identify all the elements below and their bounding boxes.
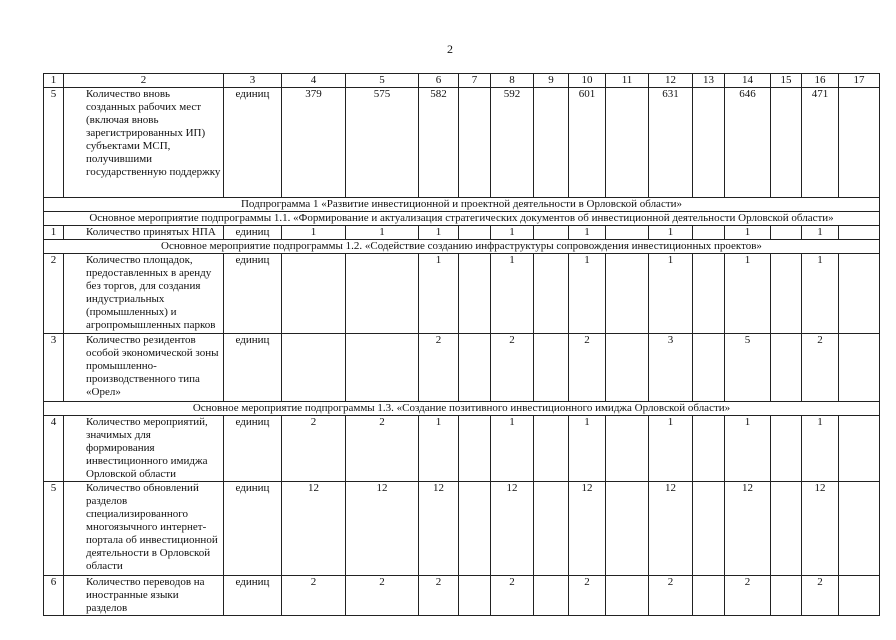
header-cell: 12 <box>649 74 693 88</box>
value-cell: 2 <box>491 576 534 616</box>
value-cell: 2 <box>725 576 771 616</box>
value-cell: 1 <box>491 226 534 240</box>
section-heading-row <box>44 240 880 254</box>
value-cell: 12 <box>569 482 606 576</box>
value-cell: 1 <box>282 226 346 240</box>
value-cell <box>839 254 880 334</box>
unit-cell: единиц <box>224 88 282 198</box>
value-cell <box>459 254 491 334</box>
value-cell: 3 <box>649 334 693 402</box>
indicator-name-cell: Количество переводов на иностранные языки разделов <box>64 576 224 616</box>
value-cell <box>346 254 419 334</box>
value-cell <box>534 254 569 334</box>
header-cell: 7 <box>459 74 491 88</box>
value-cell: 5 <box>725 334 771 402</box>
value-cell: 1 <box>725 416 771 482</box>
unit-cell: единиц <box>224 482 282 576</box>
value-cell <box>839 334 880 402</box>
value-cell: 582 <box>419 88 459 198</box>
value-cell: 1 <box>569 254 606 334</box>
value-cell <box>606 88 649 198</box>
value-cell: 2 <box>569 576 606 616</box>
value-cell: 2 <box>419 334 459 402</box>
value-cell <box>459 226 491 240</box>
value-cell <box>282 334 346 402</box>
value-cell: 1 <box>725 254 771 334</box>
header-cell: 16 <box>802 74 839 88</box>
value-cell <box>839 226 880 240</box>
value-cell: 1 <box>419 226 459 240</box>
table-body <box>44 74 880 616</box>
header-cell: 8 <box>491 74 534 88</box>
value-cell: 2 <box>282 416 346 482</box>
value-cell: 2 <box>419 576 459 616</box>
value-cell <box>839 482 880 576</box>
header-cell: 11 <box>606 74 649 88</box>
value-cell <box>282 254 346 334</box>
value-cell: 1 <box>419 254 459 334</box>
value-cell <box>693 226 725 240</box>
value-cell: 2 <box>569 334 606 402</box>
section-heading: Основное мероприятие подпрограммы 1.2. «Содействие созданию инфраструктуры сопровождения инвестиционных проектов» <box>44 240 880 254</box>
table-row <box>44 226 880 240</box>
indicator-name-cell: Количество резидентов особой экономической зоны промышленно-производственного типа «Орел» <box>64 334 224 402</box>
value-cell <box>771 416 802 482</box>
header-cell: 5 <box>346 74 419 88</box>
value-cell: 2 <box>649 576 693 616</box>
row-number-cell: 2 <box>44 254 64 334</box>
header-cell: 6 <box>419 74 459 88</box>
value-cell <box>771 254 802 334</box>
row-number-cell: 5 <box>44 482 64 576</box>
value-cell <box>534 416 569 482</box>
value-cell <box>693 416 725 482</box>
row-number-cell: 1 <box>44 226 64 240</box>
header-cell: 1 <box>44 74 64 88</box>
section-heading-row <box>44 212 880 226</box>
value-cell <box>534 226 569 240</box>
header-cell: 14 <box>725 74 771 88</box>
value-cell <box>459 334 491 402</box>
row-number-cell: 5 <box>44 88 64 198</box>
row-number-cell: 4 <box>44 416 64 482</box>
value-cell: 1 <box>419 416 459 482</box>
value-cell <box>346 334 419 402</box>
row-number-cell: 6 <box>44 576 64 616</box>
value-cell <box>534 482 569 576</box>
value-cell: 1 <box>802 254 839 334</box>
value-cell: 2 <box>346 416 419 482</box>
value-cell: 12 <box>491 482 534 576</box>
value-cell <box>693 88 725 198</box>
value-cell: 1 <box>649 254 693 334</box>
value-cell: 1 <box>802 416 839 482</box>
indicator-name-cell: Количество принятых НПА <box>64 226 224 240</box>
section-heading: Основное мероприятие подпрограммы 1.1. «Формирование и актуализация стратегических документов об инвестиционной деятельности Орловской области» <box>44 212 880 226</box>
indicator-name-cell: Количество мероприятий, значимых для формирования инвестиционного имиджа Орловской области <box>64 416 224 482</box>
value-cell: 2 <box>346 576 419 616</box>
value-cell: 2 <box>802 576 839 616</box>
value-cell <box>606 576 649 616</box>
value-cell: 12 <box>419 482 459 576</box>
value-cell <box>606 416 649 482</box>
value-cell: 12 <box>282 482 346 576</box>
value-cell: 631 <box>649 88 693 198</box>
value-cell <box>771 576 802 616</box>
table-row <box>44 576 880 616</box>
value-cell <box>459 88 491 198</box>
value-cell <box>606 482 649 576</box>
value-cell <box>839 576 880 616</box>
value-cell: 1 <box>569 226 606 240</box>
header-cell: 15 <box>771 74 802 88</box>
value-cell <box>534 334 569 402</box>
header-cell: 17 <box>839 74 880 88</box>
value-cell: 1 <box>491 254 534 334</box>
table-row <box>44 88 880 198</box>
section-heading-row <box>44 402 880 416</box>
value-cell <box>534 88 569 198</box>
value-cell: 646 <box>725 88 771 198</box>
unit-cell: единиц <box>224 254 282 334</box>
header-cell: 3 <box>224 74 282 88</box>
value-cell <box>771 88 802 198</box>
value-cell: 575 <box>346 88 419 198</box>
indicator-name-cell: Количество площадок, предоставленных в аренду без торгов, для создания индустриальных (промышленных) и агропромышленных парков <box>64 254 224 334</box>
value-cell: 379 <box>282 88 346 198</box>
value-cell <box>693 334 725 402</box>
value-cell: 12 <box>346 482 419 576</box>
value-cell <box>606 226 649 240</box>
value-cell: 471 <box>802 88 839 198</box>
header-cell: 9 <box>534 74 569 88</box>
table-row <box>44 254 880 334</box>
value-cell <box>771 334 802 402</box>
header-cell: 2 <box>64 74 224 88</box>
value-cell <box>459 576 491 616</box>
table-row <box>44 482 880 576</box>
value-cell: 12 <box>802 482 839 576</box>
header-cell: 10 <box>569 74 606 88</box>
value-cell: 601 <box>569 88 606 198</box>
unit-cell: единиц <box>224 226 282 240</box>
value-cell: 1 <box>491 416 534 482</box>
section-heading: Подпрограмма 1 «Развитие инвестиционной и проектной деятельности в Орловской области» <box>44 198 880 212</box>
value-cell <box>693 576 725 616</box>
value-cell: 592 <box>491 88 534 198</box>
value-cell: 1 <box>569 416 606 482</box>
indicator-name-cell: Количество вновь созданных рабочих мест (включая вновь зарегистрированных ИП) субъектами МСП, получившими государственную поддержку <box>64 88 224 198</box>
row-number-cell: 3 <box>44 334 64 402</box>
section-heading: Основное мероприятие подпрограммы 1.3. «Создание позитивного инвестиционного имиджа Орловской области» <box>44 402 880 416</box>
unit-cell: единиц <box>224 334 282 402</box>
value-cell <box>771 226 802 240</box>
header-cell: 13 <box>693 74 725 88</box>
value-cell <box>839 416 880 482</box>
value-cell <box>606 334 649 402</box>
value-cell <box>771 482 802 576</box>
value-cell <box>693 482 725 576</box>
value-cell: 2 <box>802 334 839 402</box>
unit-cell: единиц <box>224 416 282 482</box>
header-cell: 4 <box>282 74 346 88</box>
indicator-table <box>43 73 880 616</box>
page-number: 2 <box>447 42 453 56</box>
value-cell <box>459 416 491 482</box>
value-cell <box>839 88 880 198</box>
value-cell: 1 <box>649 226 693 240</box>
column-number-header-row <box>44 74 880 88</box>
section-heading-row <box>44 198 880 212</box>
unit-cell: единиц <box>224 576 282 616</box>
value-cell <box>534 576 569 616</box>
value-cell: 2 <box>282 576 346 616</box>
value-cell: 1 <box>725 226 771 240</box>
value-cell: 12 <box>725 482 771 576</box>
table-row <box>44 416 880 482</box>
value-cell: 12 <box>649 482 693 576</box>
value-cell: 1 <box>346 226 419 240</box>
value-cell: 2 <box>491 334 534 402</box>
table-row <box>44 334 880 402</box>
value-cell <box>693 254 725 334</box>
value-cell <box>459 482 491 576</box>
value-cell: 1 <box>802 226 839 240</box>
value-cell <box>606 254 649 334</box>
indicator-name-cell: Количество обновлений разделов специализированного многоязычного интернет-портала об инвестиционной деятельности в Орловской области <box>64 482 224 576</box>
value-cell: 1 <box>649 416 693 482</box>
